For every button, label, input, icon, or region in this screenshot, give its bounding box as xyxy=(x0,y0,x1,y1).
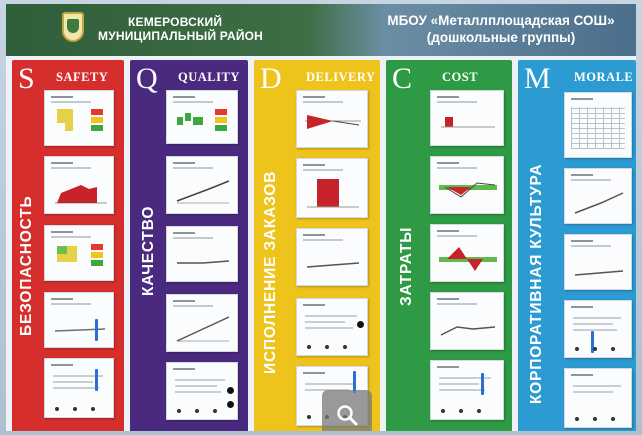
municipality-line-2: МУНИЦИПАЛЬНЫЙ РАЙОН xyxy=(98,29,264,43)
kpi-sheet xyxy=(564,234,632,290)
column-letter: M xyxy=(524,62,551,95)
kpi-sheet xyxy=(166,156,238,214)
kpi-sheet xyxy=(44,358,114,418)
column-title: SAFETY xyxy=(56,70,109,84)
kpi-sheet xyxy=(44,90,114,146)
municipality-line-1: КЕМЕРОВСКИЙ xyxy=(128,15,223,29)
column-letter: Q xyxy=(136,62,158,95)
kpi-sheet xyxy=(296,158,368,218)
column-vertical-label: БЕЗОПАСНОСТЬ xyxy=(18,195,35,336)
kpi-sheet xyxy=(166,362,238,420)
board-header xyxy=(6,4,636,56)
kpi-sheet xyxy=(296,298,368,356)
kpi-sheet xyxy=(166,90,238,144)
column-delivery xyxy=(254,60,380,431)
municipality-name xyxy=(98,15,263,43)
column-title: QUALITY xyxy=(178,70,240,84)
kpi-sheet xyxy=(296,228,368,286)
kpi-sheet xyxy=(564,368,632,428)
column-vertical-label: ЗАТРАТЫ xyxy=(398,226,415,306)
kpi-sheet xyxy=(564,168,632,224)
kpi-sheet xyxy=(296,90,368,148)
column-title: MORALE xyxy=(574,70,634,84)
column-letter: D xyxy=(260,62,282,95)
column-title: COST xyxy=(442,70,479,84)
kpi-sheet xyxy=(44,156,114,214)
kpi-sheet xyxy=(564,92,632,158)
kpi-sheet xyxy=(44,225,114,281)
column-vertical-label: ИСПОЛНЕНИЕ ЗАКАЗОВ xyxy=(262,170,279,374)
column-vertical-label: КОРПОРАТИВНАЯ КУЛЬТУРА xyxy=(528,163,545,404)
kpi-sheet xyxy=(430,292,504,350)
kpi-sheet xyxy=(166,226,238,282)
coat-of-arms-icon xyxy=(62,12,84,42)
column-letter: S xyxy=(18,62,35,95)
school-line-1: МБОУ «Металлплощадская СОШ» xyxy=(387,13,615,28)
kpi-sheet xyxy=(430,224,504,282)
kpi-sheet xyxy=(564,300,632,358)
school-line-2: (дошкольные группы) xyxy=(426,30,576,45)
column-quality xyxy=(130,60,248,431)
sqdcm-board xyxy=(6,4,636,431)
zoom-search-button[interactable] xyxy=(322,390,372,431)
column-cost xyxy=(386,60,512,431)
column-title: DELIVERY xyxy=(306,70,376,84)
column-letter: C xyxy=(392,62,413,95)
kpi-sheet xyxy=(430,360,504,420)
kpi-sheet xyxy=(44,292,114,348)
column-morale xyxy=(518,60,636,431)
column-safety xyxy=(12,60,124,431)
kpi-sheet xyxy=(430,90,504,146)
column-vertical-label: КАЧЕСТВО xyxy=(140,205,157,296)
school-name xyxy=(366,12,636,46)
kpi-sheet xyxy=(430,156,504,214)
kpi-sheet xyxy=(166,294,238,352)
magnifier-icon xyxy=(335,403,359,427)
